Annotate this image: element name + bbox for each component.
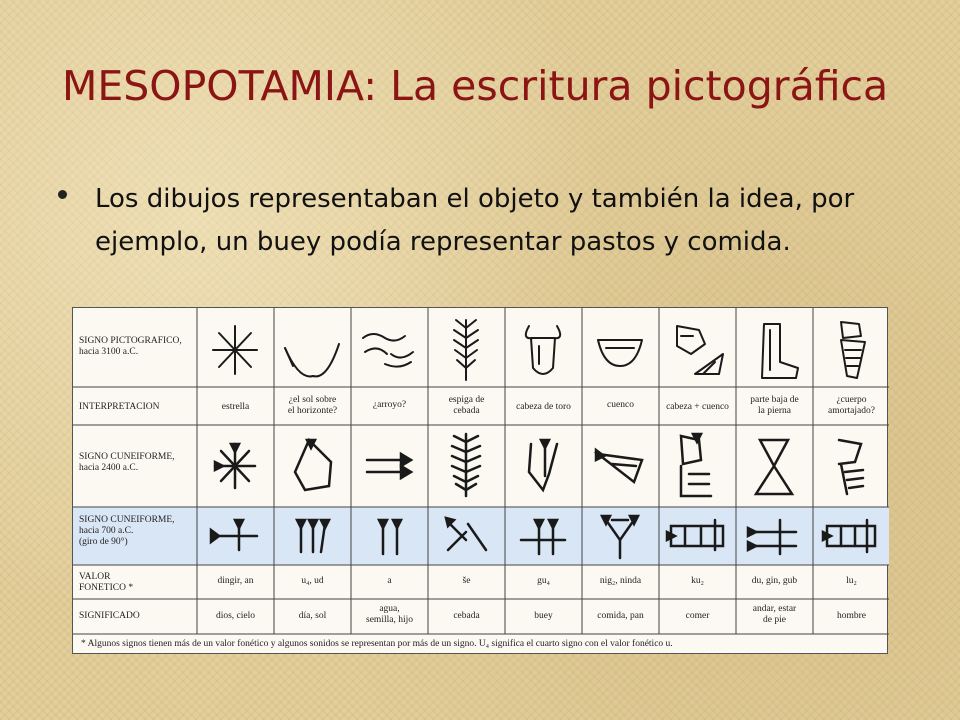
signif-text: dios, cielo <box>215 611 256 621</box>
signif-cell <box>582 611 659 622</box>
pictograph-star-icon <box>213 326 257 374</box>
rowhead-pictografico-line1: SIGNO PICTOGRAFICO, <box>79 336 182 346</box>
interp-text: estrella <box>221 402 250 412</box>
pictograph-shrouded-body-icon <box>841 322 865 378</box>
interp-text: cabeza + cuenco <box>666 402 729 412</box>
interp-text: ¿arroyo? <box>372 400 407 410</box>
rowhead-cuneiforme-700-line3: (giro de 90°) <box>79 537 128 547</box>
cuneiform-2400-eat-icon <box>681 434 711 496</box>
valor-cell: lu₂ <box>846 576 857 586</box>
rowhead-interpretacion-line1: INTERPRETACION <box>79 402 160 412</box>
valor-cell: ku₂ <box>691 576 704 586</box>
interp-text: el horizonte? <box>287 406 338 416</box>
interp-text: amortajado? <box>828 406 875 416</box>
pictograph-head-bowl-icon <box>677 326 723 374</box>
pictograph-bowl-icon <box>598 340 642 366</box>
cuneiform-2400-leg-icon <box>756 440 792 494</box>
rowhead-cuneiforme-700-line1: SIGNO CUNEIFORME, <box>79 515 175 525</box>
signif-cell <box>428 611 505 622</box>
valor-cell: a <box>387 576 392 586</box>
interp-text: cuenco <box>607 400 634 410</box>
pictograph-sun-horizon-icon <box>285 344 339 376</box>
interp-cell <box>351 400 428 411</box>
rowhead-significado <box>79 611 197 622</box>
interp-text: la pierna <box>758 406 791 416</box>
valor-cell: du, gin, gub <box>751 576 798 586</box>
signif-text: día, sol <box>298 611 327 621</box>
valor-cell: dingir, an <box>217 576 254 586</box>
rowhead-valor-line2: FONETICO * <box>79 583 134 593</box>
bullet-marker <box>58 190 67 199</box>
cuneiform-2400-body-icon <box>839 440 863 494</box>
pictograph-barley-icon <box>454 320 478 380</box>
signif-cell <box>351 604 428 626</box>
rowhead-cuneiforme-2400 <box>79 452 197 474</box>
pictograph-stream-icon <box>363 334 413 367</box>
interp-cell <box>505 402 582 413</box>
valor-cell: še <box>462 576 471 586</box>
interp-text: ¿el sol sobre <box>288 395 337 405</box>
interp-text: espiga de <box>448 395 485 405</box>
pictograph-leg-icon <box>762 324 798 378</box>
signif-cell <box>197 611 274 622</box>
interp-cell <box>274 395 351 417</box>
signif-text: hombre <box>836 611 867 621</box>
cuneiform-2400-ox-icon <box>529 440 557 490</box>
table-footnote: * Algunos signos tienen más de un valor fonético y algunos sonidos se representan por más de un signo. U₄ significa el cuarto signo con el valor fonético u. <box>81 639 673 649</box>
signif-text: semilla, hijo <box>366 615 413 625</box>
valor-cell: u₄, ud <box>301 576 324 586</box>
interp-text: ¿cuerpo <box>836 395 867 405</box>
interp-cell <box>582 400 659 411</box>
signif-cell <box>505 611 582 622</box>
signif-cell <box>736 604 813 626</box>
cuneiform-2400-stream-icon <box>367 454 411 478</box>
signif-text: de pie <box>763 615 786 625</box>
cuneiform-2400-star-icon <box>215 444 255 488</box>
rowhead-significado-line1: SIGNIFICADO <box>79 611 140 621</box>
cuneiform-2400-barley-icon <box>452 434 480 496</box>
rowhead-pictografico-line2: hacia 3100 a.C. <box>79 347 139 357</box>
cuneiform-table-svg <box>73 308 889 655</box>
bullet-text: Los dibujos representaban el objeto y también la idea, por ejemplo, un buey podía representar pastos y comida. <box>95 184 855 257</box>
interp-cell <box>736 395 813 417</box>
cuneiform-2400-bowl-icon <box>596 450 642 482</box>
interp-cell <box>197 402 274 413</box>
interp-text: parte baja de <box>750 395 799 405</box>
signif-cell <box>659 611 736 622</box>
interp-text: cabeza de toro <box>516 402 571 412</box>
rowhead-cuneiforme-2400-line2: hacia 2400 a.C. <box>79 463 139 473</box>
rowhead-cuneiforme-2400-line1: SIGNO CUNEIFORME, <box>79 452 175 462</box>
signif-cell <box>274 611 351 622</box>
pictograph-ox-head-icon <box>526 326 560 374</box>
interp-cell <box>659 402 736 413</box>
rowhead-valor-fonetico <box>79 572 197 594</box>
valor-cell: gu₄ <box>537 576 550 586</box>
signif-text: agua, <box>379 604 400 614</box>
signif-text: buey <box>534 611 553 621</box>
rowhead-cuneiforme-700 <box>79 515 197 548</box>
slide-title: MESOPOTAMIA: La escritura pictográfica <box>62 62 889 110</box>
cuneiform-2400-sun-icon <box>295 440 331 490</box>
valor-cell: nig₂, ninda <box>599 576 642 586</box>
interp-cell <box>428 395 505 417</box>
interp-text: cebada <box>453 406 480 416</box>
rowhead-pictografico <box>79 336 197 358</box>
interp-cell <box>813 395 890 417</box>
rowhead-valor-line1: VALOR <box>79 572 111 582</box>
cuneiform-table-figure <box>72 307 888 654</box>
signif-text: andar, estar <box>752 604 797 614</box>
rowhead-interpretacion <box>79 402 197 413</box>
signif-text: cebada <box>453 611 480 621</box>
rowhead-cuneiforme-700-line2: hacia 700 a.C. <box>79 526 134 536</box>
signif-text: comer <box>685 611 710 621</box>
signif-cell <box>813 611 890 622</box>
signif-text: comida, pan <box>597 611 644 621</box>
